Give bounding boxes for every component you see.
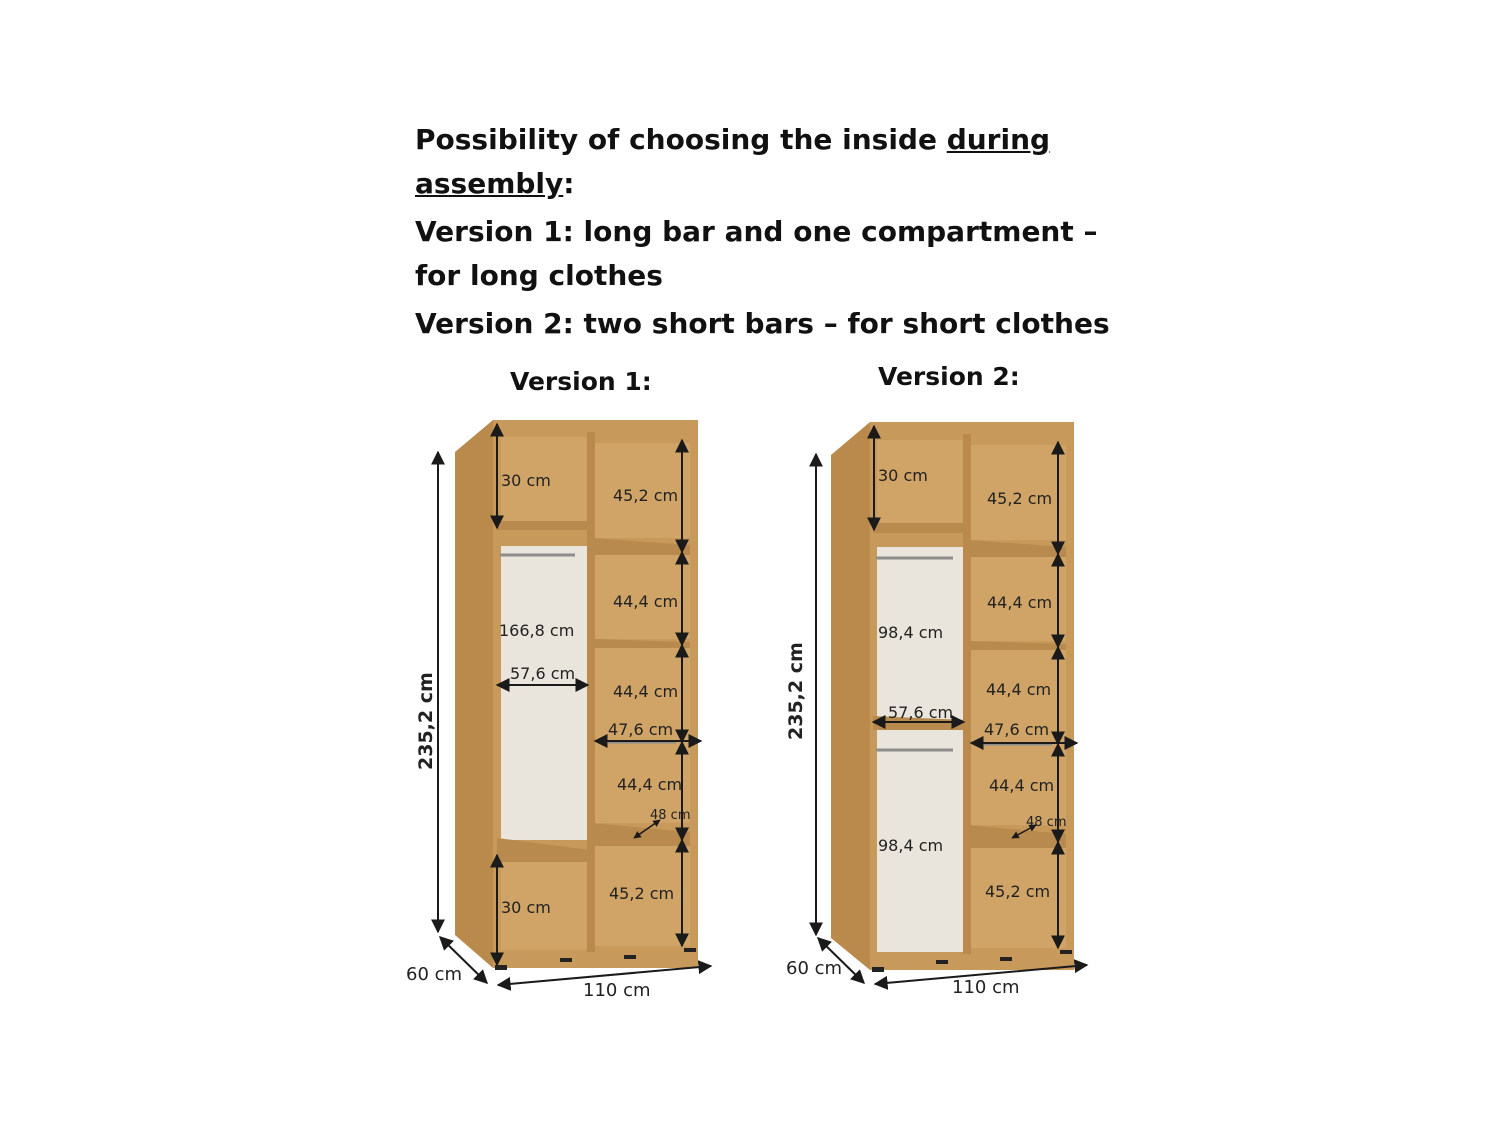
- v2-bar-width-label: 57,6 cm: [888, 703, 954, 722]
- v1-right-shelf5-label: 45,2 cm: [609, 884, 675, 903]
- v1-right-shelf1-label: 45,2 cm: [613, 486, 679, 505]
- v1-right-shelf4-label: 44,4 cm: [617, 775, 683, 794]
- v2-left-top-label: 30 cm: [878, 466, 928, 485]
- v1-divider: [587, 432, 595, 952]
- v2-width-label: 110 cm: [952, 977, 1020, 998]
- v2-foot: [1000, 957, 1012, 961]
- v2-left-upper-label: 98,4 cm: [878, 623, 944, 642]
- v2-height-label: 235,2 cm: [785, 642, 807, 740]
- intro-version2: Version 2: two short bars – for short clothes: [415, 307, 1110, 340]
- v2-right-shelf1-label: 45,2 cm: [987, 489, 1053, 508]
- v2-right-shelf2-label: 44,4 cm: [987, 593, 1053, 612]
- version2-title: Version 2:: [878, 362, 1020, 391]
- v2-right-shelf4-label: 44,4 cm: [989, 776, 1055, 795]
- v1-depth-label: 60 cm: [406, 964, 463, 985]
- v2-depth-label: 60 cm: [786, 958, 843, 979]
- v2-divider: [963, 434, 971, 954]
- v2-foot: [872, 967, 884, 972]
- v1-hanging-compartment: [501, 546, 587, 840]
- v1-foot: [624, 955, 636, 959]
- v1-left-middle-label: 166,8 cm: [499, 621, 575, 640]
- v1-foot: [495, 965, 507, 970]
- v1-foot: [560, 958, 572, 962]
- v2-left-lower-label: 98,4 cm: [878, 836, 944, 855]
- intro-heading-text: Possibility of choosing the inside: [415, 123, 947, 156]
- v2-right-shelf5-label: 45,2 cm: [985, 882, 1051, 901]
- v1-right-shelf2-label: 44,4 cm: [613, 592, 679, 611]
- v1-left-top-label: 30 cm: [501, 471, 551, 490]
- intro-heading-underlined-during: during: [946, 123, 1051, 156]
- v1-right-shelf3-label: 44,4 cm: [613, 682, 679, 701]
- version1-title: Version 1:: [510, 367, 652, 396]
- v2-right-shelf3-label: 44,4 cm: [986, 680, 1052, 699]
- wardrobe-version2: [785, 422, 1087, 998]
- v1-shelf-left-top: [497, 521, 590, 530]
- wardrobe-version1: [406, 420, 711, 1001]
- v2-shelf-depth-label: 48 cm: [1026, 815, 1067, 830]
- v1-shelf-depth-label: 48 cm: [650, 808, 691, 823]
- v1-foot: [684, 948, 696, 952]
- intro-heading-underlined-assembly: assembly: [415, 167, 564, 200]
- v2-foot: [1060, 950, 1072, 954]
- v1-width-label: 110 cm: [583, 980, 651, 1001]
- v2-side-panel: [831, 422, 870, 970]
- intro-version1: Version 1: long bar and one compartment – for long clothes: [415, 215, 1098, 292]
- intro-heading-colon: :: [563, 167, 575, 200]
- v2-foot: [936, 960, 948, 964]
- v1-left-bottom-label: 30 cm: [501, 898, 551, 917]
- v1-height-label: 235,2 cm: [415, 672, 437, 770]
- v1-right-width-label: 47,6 cm: [608, 720, 674, 739]
- v1-bar-width-label: 57,6 cm: [510, 664, 576, 683]
- v1-side-panel: [455, 420, 493, 968]
- v2-shelf-left-top: [873, 523, 966, 533]
- v2-right-width-label: 47,6 cm: [984, 720, 1050, 739]
